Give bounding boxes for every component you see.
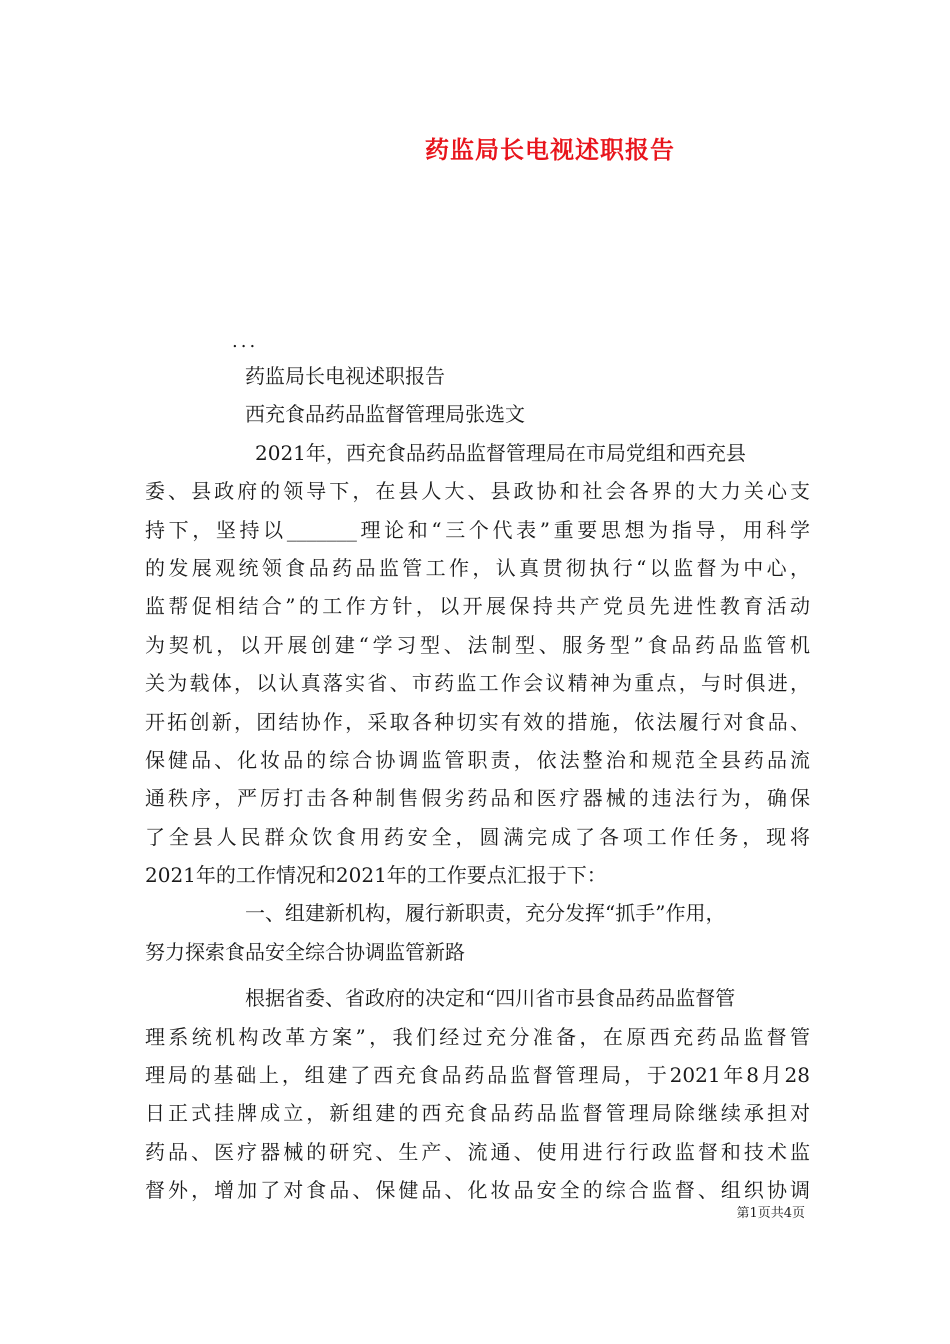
paragraph-line: 日正式挂牌成立，新组建的西充食品药品监督管理局除继续承担对 [145, 1101, 810, 1126]
paragraph-line: 2021年的工作情况和2021年的工作要点汇报于下： [145, 863, 607, 888]
paragraph-line: 了全县人民群众饮食用药安全，圆满完成了各项工作任务，现将 [145, 824, 810, 849]
paragraph-1 [145, 434, 810, 895]
report-author: 西充食品药品监督管理局张选文 [245, 402, 525, 427]
paragraph-line: 理局的基础上，组建了西充食品药品监督管理局，于2021年8月28 [145, 1063, 810, 1088]
paragraph-line: 理系统机构改革方案”，我们经过充分准备，在原西充药品监督管 [145, 1024, 810, 1049]
paragraph-line: 持下，坚持以_______理论和“三个代表”重要思想为指导，用科学 [145, 517, 810, 542]
paragraph-line: 开拓创新，团结协作，采取各种切实有效的措施，依法履行对食品、 [145, 709, 810, 734]
paragraph-line: 督外，增加了对食品、保健品、化妆品安全的综合监督、组织协调 [145, 1178, 810, 1203]
paragraph-line: 通秩序，严厉打击各种制售假劣药品和医疗器械的违法行为，确保 [145, 786, 810, 811]
paragraph-line: 药品、医疗器械的研究、生产、流通、使用进行行政监督和技术监 [145, 1139, 810, 1164]
section-heading-line: 一、组建新机构，履行新职责，充分发挥“抓手”作用， [245, 901, 726, 926]
ellipsis-marker: ... [232, 331, 259, 352]
paragraph-2 [145, 979, 810, 1209]
paragraph-line: 为契机，以开展创建“学习型、法制型、服务型”食品药品监管机 [145, 632, 810, 657]
page-number: 第1页共4页 [736, 1206, 805, 1221]
paragraph-line: 根据省委、省政府的决定和“四川省市县食品药品监督管 [245, 986, 736, 1011]
document-title: 药监局长电视述职报告 [425, 135, 675, 164]
paragraph-line: 保健品、化妆品的综合协调监管职责，依法整治和规范全县药品流 [145, 747, 810, 772]
paragraph-line: 委、县政府的领导下，在县人大、县政协和社会各界的大力关心支 [145, 479, 810, 504]
report-heading: 药监局长电视述职报告 [245, 364, 445, 388]
spacer [145, 971, 810, 979]
paragraph-line: 监帮促相结合”的工作方针，以开展保持共产党员先进性教育活动 [145, 594, 810, 619]
paragraph-line: 的发展观统领食品药品监管工作，认真贯彻执行“以监督为中心， [145, 555, 810, 580]
paragraph-line: 关为载体，以认真落实省、市药监工作会议精神为重点，与时俱进， [145, 671, 810, 696]
document-body [145, 357, 810, 1210]
paragraph-line: 2021年，西充食品药品监督管理局在市局党组和西充县 [255, 440, 746, 465]
section-1-heading [145, 894, 810, 971]
section-heading-line: 努力探索食品安全综合协调监管新路 [145, 939, 465, 964]
